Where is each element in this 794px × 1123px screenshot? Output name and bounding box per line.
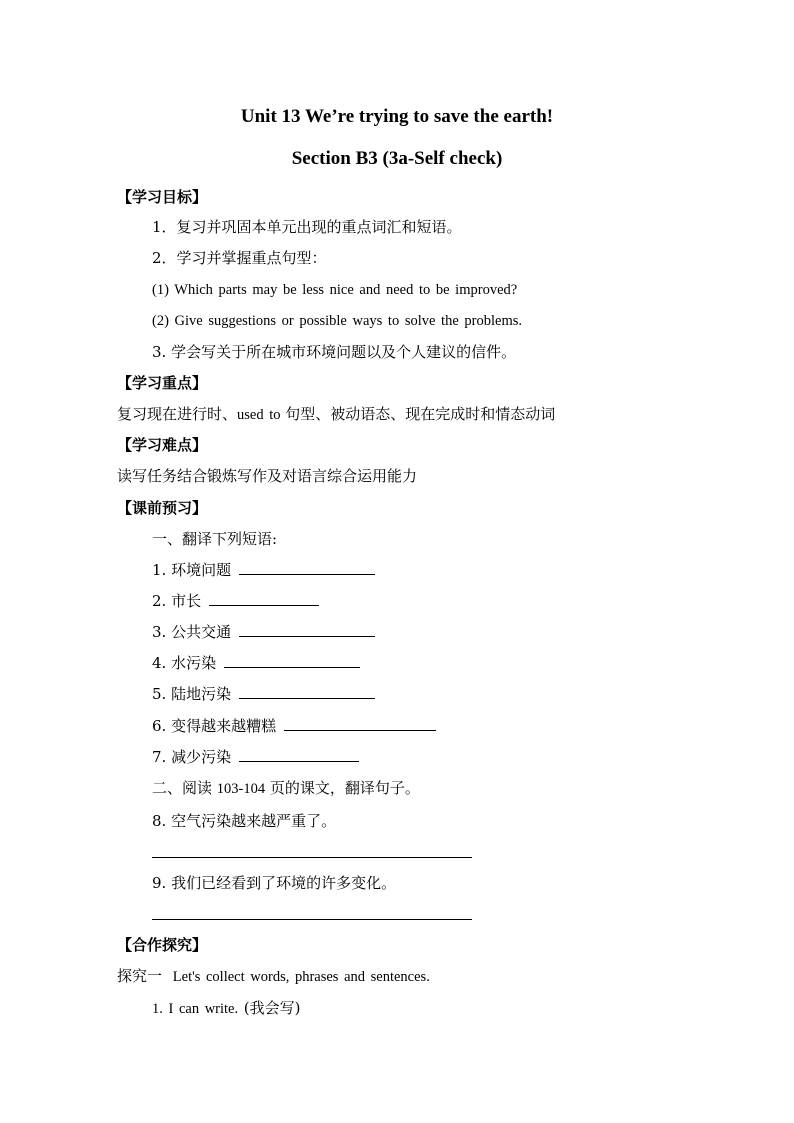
answer-blank[interactable] <box>239 622 375 637</box>
preview-part1-title: 一、翻译下列短语: <box>152 530 278 548</box>
phrase-item <box>152 591 319 611</box>
difficulties-text: 读写任务结合锻炼写作及对语言综合运用能力 <box>117 467 418 485</box>
part2-pages: 103-104 <box>216 781 266 797</box>
objectives-heading: 【学习目标】 <box>117 188 208 206</box>
key-points-text-part: 复习现在进行时、 <box>117 405 238 423</box>
objective-item: (2) Give suggestions or possible ways to solve the problems. <box>152 313 522 329</box>
phrase-item <box>152 622 375 642</box>
explore-item-cn: (我会写) <box>243 999 301 1017</box>
phrase-label: 1. 环境问题 <box>152 561 232 579</box>
preview-part2-title <box>152 778 420 799</box>
answer-blank[interactable] <box>239 684 375 699</box>
answer-blank[interactable] <box>239 560 375 575</box>
key-points-heading: 【学习重点】 <box>117 374 208 392</box>
phrase-label: 3. 公共交通 <box>152 623 232 641</box>
sentence-item: 9. 我们已经看到了环境的许多变化。 <box>152 874 397 892</box>
phrase-label: 7. 减少污染 <box>152 748 232 766</box>
part2-title-text: 二、阅读 <box>152 779 217 797</box>
phrase-item <box>152 560 375 580</box>
phrase-item <box>152 716 436 736</box>
answer-line[interactable] <box>152 857 472 858</box>
objective-item: 2．学习并掌握重点句型： <box>152 249 327 267</box>
phrase-label: 4. 水污染 <box>152 654 217 672</box>
explore-line <box>117 966 430 987</box>
cooperation-heading: 【合作探究】 <box>117 936 208 954</box>
objective-item: 1．复习并巩固本单元出现的重点词汇和短语。 <box>152 218 462 236</box>
answer-blank[interactable] <box>239 747 359 762</box>
part2-title-text: 页的课文，翻译句子。 <box>265 779 420 797</box>
unit-title: Unit 13 We’re trying to save the earth! <box>240 106 554 127</box>
section-title: Section B3 (3a-Self check) <box>291 148 503 169</box>
explore-item <box>152 998 300 1019</box>
answer-blank[interactable] <box>284 716 436 731</box>
objective-item: (1) Which parts may be less nice and need to be improved? <box>152 282 518 298</box>
phrase-label: 2. 市长 <box>152 592 202 610</box>
sentence-item: 8. 空气污染越来越严重了。 <box>152 812 337 830</box>
answer-blank[interactable] <box>209 591 319 606</box>
objective-item: 3. 学会写关于所在城市环境问题以及个人建议的信件。 <box>152 343 517 361</box>
difficulties-heading: 【学习难点】 <box>117 436 208 454</box>
explore-label: 探究一 <box>117 967 163 985</box>
preview-heading: 【课前预习】 <box>117 499 208 517</box>
phrase-label: 5. 陆地污染 <box>152 685 232 703</box>
key-points-text <box>117 404 555 425</box>
explore-text: Let's collect words, phrases and sentences. <box>172 969 430 985</box>
key-points-text-part: 句型、被动语态、现在完成时和情态动词 <box>280 405 556 423</box>
phrase-item <box>152 684 375 704</box>
answer-blank[interactable] <box>224 653 360 668</box>
key-points-text-en: used to <box>237 407 281 423</box>
explore-item-en: 1. I can write. <box>152 1001 244 1017</box>
phrase-label: 6. 变得越来越糟糕 <box>152 717 277 735</box>
answer-line[interactable] <box>152 919 472 920</box>
phrase-item <box>152 747 359 767</box>
phrase-item <box>152 653 360 673</box>
